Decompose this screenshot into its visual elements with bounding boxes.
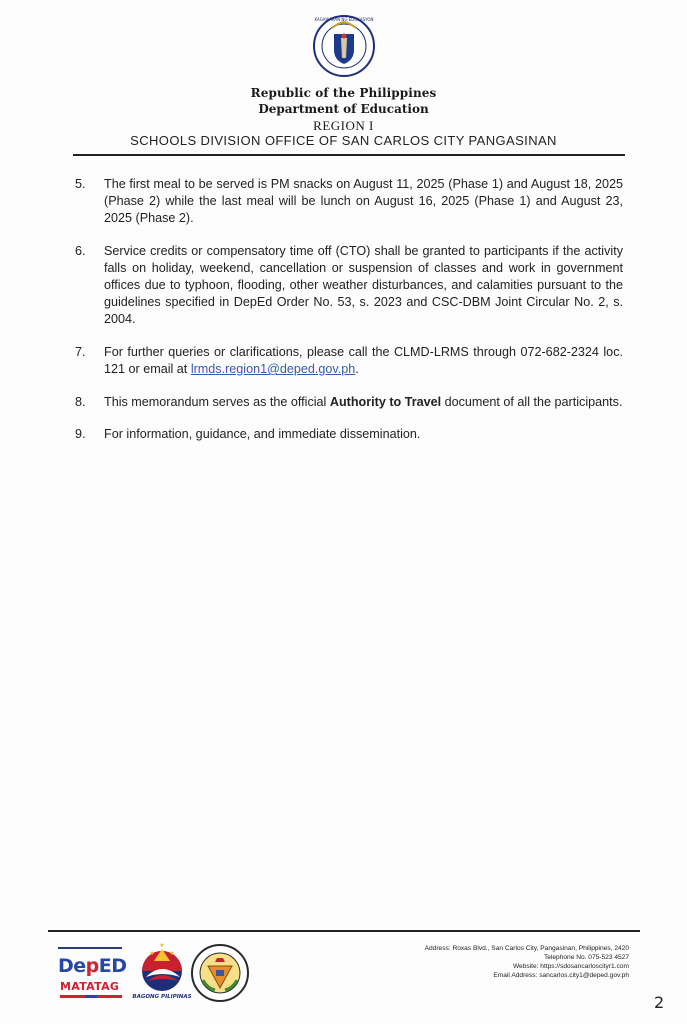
header-department: Department of Education	[258, 102, 429, 116]
header-office: SCHOOLS DIVISION OFFICE OF SAN CARLOS CITY PANGASINAN	[130, 133, 557, 148]
deped-torch-part: p	[85, 955, 99, 977]
memo-items-list	[75, 176, 623, 458]
footer-website[interactable]: Website: https://sdosancarloscityr1.com	[512, 963, 629, 970]
header-republic: Republic of the Philippines	[250, 86, 437, 100]
footer-contact-block	[329, 944, 629, 980]
logo-bar	[58, 947, 122, 949]
item-text-after: .	[355, 362, 359, 376]
page-number: 2	[654, 993, 665, 1012]
email-link[interactable]: lrmds.region1@deped.gov.ph	[190, 362, 356, 376]
deped-wordmark	[58, 955, 127, 977]
header-region: REGION I	[313, 118, 374, 133]
deped-matatag-logo	[56, 945, 126, 1005]
header-divider	[73, 154, 625, 156]
item-text-after: document of all the participants.	[441, 395, 623, 409]
item-text-before: For further queries or clarifications, please call the CLMD-LRMS through 072-682-2324 loc. 121 or email at	[104, 345, 623, 376]
footer-email[interactable]: Email Address: sancarlos.city1@deped.gov.ph	[493, 972, 629, 979]
item-number: 7.	[75, 345, 86, 359]
list-item	[75, 243, 623, 328]
matatag-underline	[60, 995, 122, 998]
deped-word-part: ED	[98, 955, 127, 977]
deped-seal-icon	[312, 14, 376, 78]
svg-text:KAGAWARAN NG EDUKASYON: KAGAWARAN NG EDUKASYON	[314, 17, 374, 22]
item-text: The first meal to be served is PM snacks on August 11, 2025 (Phase 1) and August 18, 2025 (Phase 2) while the last meal will be lunch on August 16, 2025 (Phase 1) and August 23, 2025 (Phase 2).	[104, 177, 623, 225]
item-text-before: This memorandum serves as the official	[104, 395, 330, 409]
list-item	[75, 394, 623, 411]
footer-address: Address: Roxas Blvd., San Carlos City, Pangasinan, Philippines, 2420	[424, 945, 629, 952]
item-number: 5.	[75, 177, 86, 191]
item-number: 8.	[75, 395, 86, 409]
list-item	[75, 176, 623, 227]
bagong-pilipinas-label: BAGONG PILIPINAS	[132, 994, 192, 1000]
item-text: For information, guidance, and immediate dissemination.	[104, 427, 421, 441]
item-text: Service credits or compensatory time off (CTO) shall be granted to participants if the activity falls on holiday, weekend, cancellation or suspension of classes and work in government offices due to typhoon, flooding, other weather disturbances, and calamities pursuant to the guidelines specified in DepEd Order No. 53, s. 2023 and CSC-DBM Joint Circular No. 2, s. 2004.	[104, 244, 623, 326]
list-item	[75, 426, 623, 443]
item-number: 6.	[75, 244, 86, 258]
bagong-pilipinas-icon	[134, 941, 190, 993]
authority-to-travel-emphasis: Authority to Travel	[329, 395, 442, 409]
schools-division-office-seal-icon	[191, 944, 249, 1002]
item-number: 9.	[75, 427, 86, 441]
bagong-pilipinas-logo	[134, 941, 190, 1007]
matatag-label: MATATAG	[60, 980, 120, 993]
list-item	[75, 344, 623, 378]
footer-divider	[48, 930, 640, 932]
deped-word-part: De	[58, 955, 86, 977]
footer-telephone: Telephone No. 075-523 4527	[543, 954, 629, 961]
